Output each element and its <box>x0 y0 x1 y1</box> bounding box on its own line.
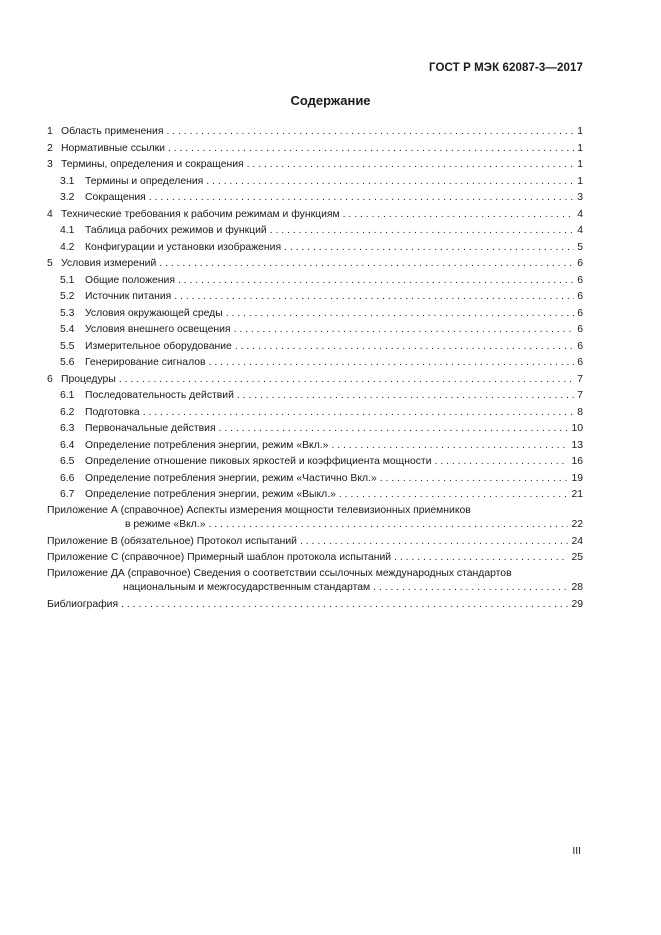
toc-entry-number: 6.5 <box>60 456 75 467</box>
toc-page-number: 25 <box>571 552 583 563</box>
toc-page-number: 4 <box>577 208 583 220</box>
toc-leader <box>166 124 574 141</box>
toc-entry[interactable] <box>47 240 583 257</box>
toc-entry-number: 5 <box>47 258 53 269</box>
toc-entry-text: Условия измерений <box>61 258 157 269</box>
toc-page-number: 1 <box>577 159 583 170</box>
toc-entry-text: Нормативные ссылки <box>61 142 165 154</box>
toc-appendix-da[interactable] <box>47 567 583 595</box>
toc-leader <box>284 240 574 257</box>
toc-entry[interactable] <box>47 273 583 290</box>
toc-entry-text: Термины и определения <box>85 175 204 187</box>
toc-appendix-c[interactable] <box>47 550 583 567</box>
toc-leader <box>174 289 574 306</box>
toc-entry-number: 2 <box>47 142 53 154</box>
toc-entry-number: 5.1 <box>60 274 75 286</box>
toc-entry-text: Общие положения <box>85 274 175 286</box>
toc-entry-number: 6.7 <box>60 489 75 500</box>
toc-entry[interactable] <box>47 487 583 504</box>
toc-appendix-b-text: Приложение В (обязательное) Протокол испытаний <box>47 535 297 547</box>
toc-entry-number: 6.6 <box>60 472 75 484</box>
toc-entry[interactable] <box>47 190 583 207</box>
toc-entry[interactable] <box>47 454 583 471</box>
toc-entry-text: Процедуры <box>61 373 116 385</box>
toc-appendix-da-line2: национальным и межгосударственным стандартам <box>123 581 371 593</box>
toc-leader <box>219 421 569 438</box>
toc-entry-number: 5.5 <box>60 340 75 352</box>
toc-bibliography-text: Библиография <box>47 598 119 610</box>
toc-entry[interactable] <box>47 355 583 372</box>
toc-leader <box>209 355 575 372</box>
toc-leader <box>343 207 575 224</box>
toc-page-number: 19 <box>571 472 583 484</box>
toc-entry-text: Термины, определения и сокращения <box>61 159 244 170</box>
toc-page-number: 6 <box>577 274 583 286</box>
toc-page-number: 22 <box>571 518 583 530</box>
toc-leader <box>143 405 575 422</box>
toc-page-number: 6 <box>577 340 583 352</box>
toc-page-number: 10 <box>571 423 583 434</box>
toc-entry-number: 4.2 <box>60 241 75 253</box>
toc-entry-number: 6 <box>47 373 53 385</box>
toc-leader <box>159 256 574 273</box>
toc-leader <box>237 388 574 405</box>
toc-page-number: 1 <box>577 142 583 154</box>
toc-leader <box>178 273 574 290</box>
toc-entry[interactable] <box>47 289 583 306</box>
toc-appendix-a[interactable] <box>47 504 583 532</box>
toc-entry-number: 5.4 <box>60 324 75 335</box>
toc-page-number: 13 <box>571 439 583 451</box>
toc-entry-text: Первоначальные действия <box>85 423 216 434</box>
toc-entry-number: 3.2 <box>60 192 75 203</box>
toc-appendix-da-line1: Приложение ДА (справочное) Сведения о соответствии ссылочных международных стандартов <box>47 567 512 579</box>
toc-leader <box>234 322 575 339</box>
toc-entry-text: Источник питания <box>85 291 172 302</box>
toc-entry-text: Определение потребления энергии, режим «Выкл.» <box>85 489 336 500</box>
toc-entry-text: Измерительное оборудование <box>85 340 232 352</box>
toc-entry[interactable] <box>47 339 583 356</box>
toc-page-number: 7 <box>577 373 583 385</box>
toc-entry-text: Последовательность действий <box>85 390 234 401</box>
toc-entry-text: Сокращения <box>85 192 146 203</box>
toc-entry[interactable] <box>47 372 583 389</box>
toc-entry-number: 5.2 <box>60 291 75 302</box>
toc-entry-text: Определение отношение пиковых яркостей и коэффициента мощности <box>85 456 432 467</box>
toc-leader <box>226 306 575 323</box>
toc-entry[interactable] <box>47 388 583 405</box>
toc-title: Содержание <box>290 93 371 108</box>
toc-leader <box>435 454 569 471</box>
toc-page-number: 1 <box>577 126 583 137</box>
toc-page-number: 28 <box>571 581 583 593</box>
toc-entry[interactable] <box>47 141 583 158</box>
toc-appendix-b[interactable] <box>47 534 583 551</box>
toc-page-number: 6 <box>577 324 583 335</box>
toc-leader <box>247 157 575 174</box>
toc-leader <box>121 597 568 614</box>
toc-entry[interactable] <box>47 124 583 141</box>
toc-page-number: 6 <box>577 357 583 368</box>
toc-entry-text: Технические требования к рабочим режимам и функциям <box>61 208 340 220</box>
toc-entry-text: Определение потребления энергии, режим «Вкл.» <box>85 439 329 451</box>
toc-leader <box>168 141 574 158</box>
toc-leader <box>380 471 569 488</box>
toc-leader <box>394 550 568 567</box>
toc-leader <box>206 174 574 191</box>
toc-entry-number: 1 <box>47 126 53 137</box>
toc-page-number: 29 <box>571 598 583 610</box>
toc-entry-number: 6.3 <box>60 423 75 434</box>
toc-leader <box>300 534 568 551</box>
toc-page-number: 6 <box>577 258 583 269</box>
toc-bibliography[interactable] <box>47 597 583 614</box>
toc-page-number: 6 <box>577 291 583 302</box>
toc-entry[interactable] <box>47 256 583 273</box>
toc-page-number: 16 <box>571 456 583 467</box>
toc-entry[interactable] <box>47 306 583 323</box>
toc-entry-text: Таблица рабочих режимов и функций <box>85 225 267 236</box>
toc-entry-number: 4.1 <box>60 225 75 236</box>
toc-page-number: 8 <box>577 406 583 418</box>
toc-entry[interactable] <box>47 223 583 240</box>
toc-leader <box>373 581 568 595</box>
toc-leader <box>149 190 574 207</box>
toc-entry-number: 6.1 <box>60 390 75 401</box>
toc-entry[interactable] <box>47 157 583 174</box>
table-of-contents <box>47 124 583 613</box>
toc-entry[interactable] <box>47 421 583 438</box>
toc-leader <box>235 339 574 356</box>
toc-page-number: 4 <box>577 225 583 236</box>
toc-page-number: 21 <box>571 489 583 500</box>
toc-entries <box>47 124 583 504</box>
toc-page-number: 6 <box>577 307 583 319</box>
toc-leader <box>270 223 575 240</box>
toc-leader <box>331 438 568 455</box>
toc-appendix-c-text: Приложение С (справочное) Примерный шаблон протокола испытаний <box>47 552 392 563</box>
toc-page-number: 7 <box>577 390 583 401</box>
toc-entry-number: 3 <box>47 159 53 170</box>
toc-entry-number: 6.4 <box>60 439 75 451</box>
toc-entry-text: Подготовка <box>85 406 140 418</box>
toc-page-number: 3 <box>577 192 583 203</box>
toc-entry-number: 3.1 <box>60 175 75 187</box>
toc-appendix-a-line2: в режиме «Вкл.» <box>125 518 206 530</box>
toc-entry-text: Конфигурации и установки изображения <box>85 241 282 253</box>
toc-page-number: 5 <box>577 241 583 253</box>
toc-entry-text: Определение потребления энергии, режим «Частично Вкл.» <box>85 472 377 484</box>
toc-page-number: 1 <box>577 175 583 187</box>
page-number: III <box>572 846 581 857</box>
toc-appendix-a-line1: Приложение А (справочное) Аспекты измерения мощности телевизионных приемников <box>47 504 471 516</box>
toc-entry-text: Условия внешнего освещения <box>85 324 231 335</box>
toc-leader <box>339 487 569 504</box>
toc-entry-number: 5.3 <box>60 307 75 319</box>
toc-entry[interactable] <box>47 322 583 339</box>
toc-entry[interactable] <box>47 471 583 488</box>
toc-entry-number: 6.2 <box>60 406 75 418</box>
toc-entry-number: 5.6 <box>60 357 75 368</box>
toc-entry[interactable] <box>47 438 583 455</box>
toc-entry-text: Область применения <box>61 126 164 137</box>
toc-entry-number: 4 <box>47 208 53 220</box>
document-code: ГОСТ Р МЭК 62087-3—2017 <box>429 62 583 74</box>
toc-leader <box>119 372 574 389</box>
toc-entry-text: Генерирование сигналов <box>85 357 206 368</box>
toc-leader <box>209 518 569 532</box>
toc-entry[interactable] <box>47 207 583 224</box>
toc-entry[interactable] <box>47 405 583 422</box>
toc-entry[interactable] <box>47 174 583 191</box>
toc-entry-text: Условия окружающей среды <box>85 307 223 319</box>
toc-page-number: 24 <box>571 535 583 547</box>
